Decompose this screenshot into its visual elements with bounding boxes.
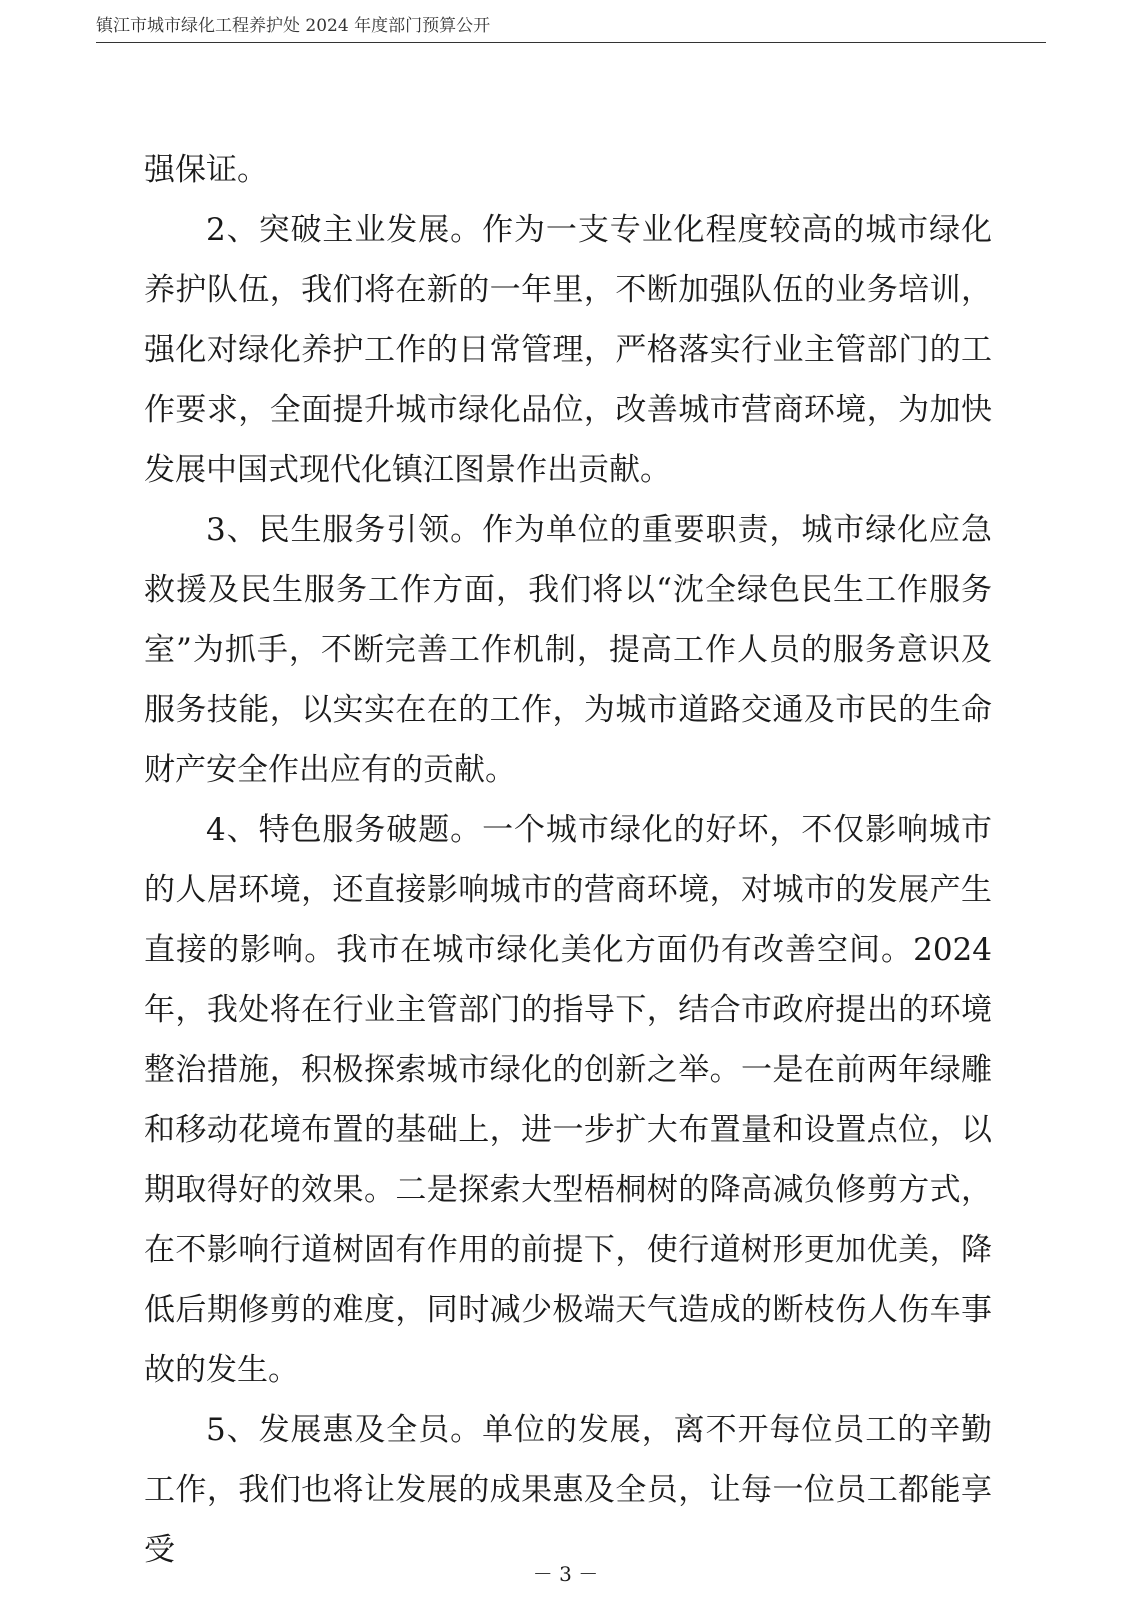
paragraph-continuation: 强保证。 [144,152,268,188]
paragraph-featured-service: 4、特色服务破题。一个城市绿化的好坏，不仅影响城市的人居环境，还直接影响城市的营商环境，对城市的发展产生直接的影响。我市在城市绿化美化方面仍有改善空间。2024 年，我处将在行业主管部门的指导下，结合市政府提出的环境整治措施，积极探索城市绿化的创新之举。一是在前两年绿雕和移动花境布置的基础上，进一步扩大布置量和设置点位，以期取得好的效果。二是探索大型梧桐树的降高减负修剪方式，在不影响行道树固有作用的前提下，使行道树形更加优美，降低后期修剪的难度，同时减少极端天气造成的断枝伤人伤车事故的发生。 [144,812,992,1388]
page-header [96,12,1046,43]
document-title: 镇江市城市绿化工程养护处 2024 年度部门预算公开 [96,16,491,36]
paragraph-livelihood-service: 3、民生服务引领。作为单位的重要职责，城市绿化应急救援及民生服务工作方面，我们将以“沈全绿色民生工作服务室”为抓手，不断完善工作机制，提高工作人员的服务意识及服务技能，以实实在在的工作，为城市道路交通及市民的生命财产安全作出应有的贡献。 [144,512,992,788]
document-body [144,140,992,1580]
page-number: － 3 － [532,1562,599,1586]
paragraph-main-business: 2、突破主业发展。作为一支专业化程度较高的城市绿化养护队伍，我们将在新的一年里，不断加强队伍的业务培训，强化对绿化养护工作的日常管理，严格落实行业主管部门的工作要求，全面提升城市绿化品位，改善城市营商环境，为加快发展中国式现代化镇江图景作出贡献。 [144,212,992,488]
paragraph-benefit-all: 5、发展惠及全员。单位的发展，离不开每位员工的辛勤工作，我们也将让发展的成果惠及全员，让每一位员工都能享受 [144,1412,992,1568]
